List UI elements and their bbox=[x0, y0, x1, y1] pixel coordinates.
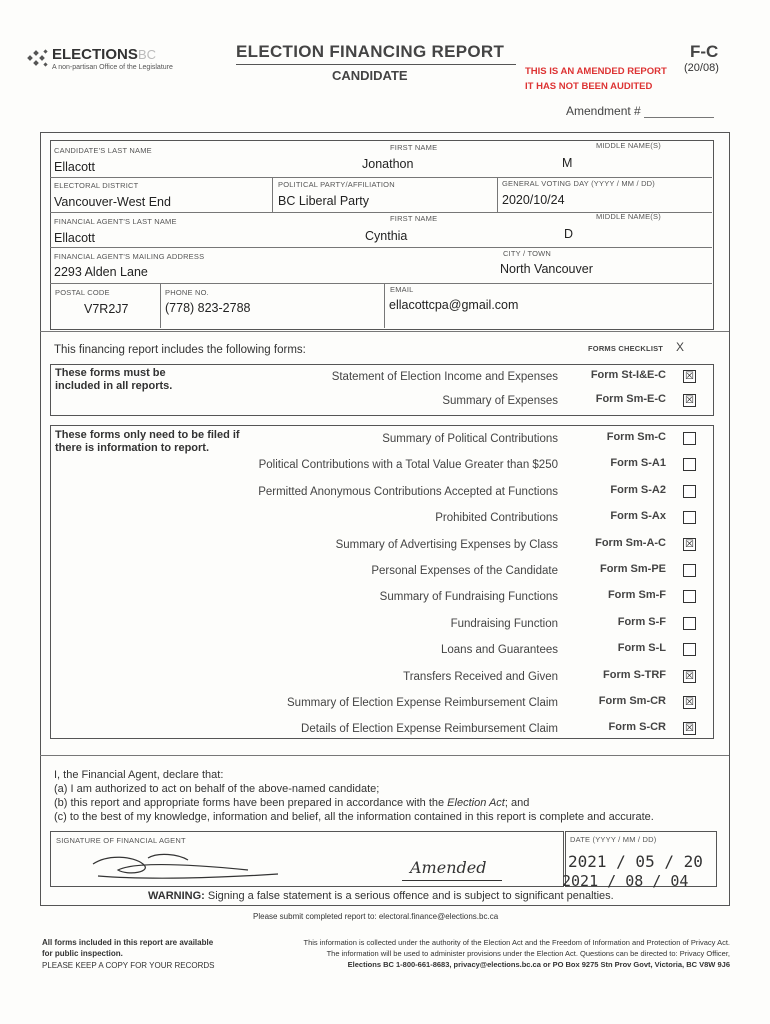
row-divider bbox=[50, 283, 712, 284]
optional-forms-box bbox=[50, 425, 714, 739]
form-name: Summary of Expenses bbox=[442, 395, 558, 407]
form-checkbox[interactable] bbox=[683, 564, 696, 577]
agent-phone[interactable]: (778) 823-2788 bbox=[165, 301, 251, 315]
form-code: Form St-I&E-C bbox=[590, 369, 666, 381]
warning-label: WARNING: bbox=[148, 890, 205, 902]
not-audited-note: IT HAS NOT BEEN AUDITED bbox=[525, 81, 653, 92]
logo-text: ELECTIONS bbox=[52, 46, 138, 63]
form-code: Form S-Ax bbox=[610, 510, 666, 523]
agent-postal-label: POSTAL CODE bbox=[55, 288, 110, 297]
agent-phone-label: PHONE NO. bbox=[165, 288, 209, 297]
forms-intro: This financing report includes the following forms: bbox=[54, 344, 306, 356]
form-code: Form Sm-C bbox=[606, 431, 666, 443]
form-name: Details of Election Expense Reimbursement Claim bbox=[301, 723, 558, 736]
amended-note: THIS IS AN AMENDED REPORT bbox=[525, 66, 667, 77]
declaration-a: (a) I am authorized to act on behalf of the above-named candidate; bbox=[54, 783, 380, 795]
form-name: Fundraising Function bbox=[450, 617, 558, 630]
elections-bc-logo-icon bbox=[26, 48, 50, 70]
form-code: Form S-A2 bbox=[610, 483, 666, 496]
form-code: Form S-L bbox=[617, 642, 666, 655]
candidate-first-name-label: FIRST NAME bbox=[390, 143, 438, 152]
title-underline bbox=[236, 64, 516, 65]
logo-tagline: A non-partisan Office of the Legislature bbox=[52, 64, 173, 71]
form-name: Transfers Received and Given bbox=[403, 670, 558, 683]
form-code: Form S-TRF bbox=[603, 668, 666, 681]
form-name: Summary of Advertising Expenses by Class bbox=[335, 538, 558, 551]
agent-address-label: FINANCIAL AGENT'S MAILING ADDRESS bbox=[54, 252, 205, 261]
footer-public-note-2: for public inspection. bbox=[42, 949, 123, 958]
forms-checklist-mark: X bbox=[676, 340, 685, 354]
agent-email[interactable]: ellacottcpa@gmail.com bbox=[389, 298, 519, 312]
district[interactable]: Vancouver-West End bbox=[54, 195, 171, 209]
footer-public-note: All forms included in this report are available bbox=[42, 938, 214, 947]
form-checkbox[interactable]: ☒ bbox=[683, 394, 696, 407]
candidate-middle-name[interactable]: M bbox=[562, 156, 573, 170]
forms-checklist-label: FORMS CHECKLIST bbox=[588, 344, 664, 353]
form-checkbox[interactable]: ☒ bbox=[683, 722, 696, 735]
agent-city-label: CITY / TOWN bbox=[503, 249, 552, 258]
footer-privacy-1: This information is collected under the authority of the Election Act and the Freedom of Information and Protection of Privacy Act. bbox=[303, 938, 730, 947]
form-checkbox[interactable]: ☒ bbox=[683, 696, 696, 709]
form-code: Form Sm-CR bbox=[598, 695, 666, 707]
form-name: Summary of Fundraising Functions bbox=[379, 591, 558, 604]
form-checkbox[interactable] bbox=[683, 485, 696, 498]
form-checkbox[interactable]: ☒ bbox=[683, 670, 696, 683]
form-checkbox[interactable] bbox=[683, 458, 696, 471]
voting-day[interactable]: 2020/10/24 bbox=[502, 193, 565, 207]
logo bbox=[26, 44, 206, 74]
candidate-last-name[interactable]: Ellacott bbox=[54, 160, 95, 174]
form-checkbox[interactable] bbox=[683, 590, 696, 603]
agent-first-name-label: FIRST NAME bbox=[390, 214, 438, 223]
form-checkbox[interactable] bbox=[683, 432, 696, 445]
section-divider bbox=[40, 331, 729, 332]
agent-first-name[interactable]: Cynthia bbox=[365, 229, 408, 243]
declaration-c: (c) to the best of my knowledge, information and belief, all the information contained in this report is complete and accurate. bbox=[54, 811, 654, 823]
agent-last-name[interactable]: Ellacott bbox=[54, 231, 95, 245]
agent-email-label: EMAIL bbox=[390, 285, 414, 294]
report-title: ELECTION FINANCING REPORT bbox=[236, 42, 505, 61]
amended-underline bbox=[402, 880, 502, 881]
warning bbox=[148, 890, 614, 902]
form-code: Form S-A1 bbox=[610, 457, 666, 470]
amendment-line[interactable] bbox=[644, 117, 714, 118]
col-divider bbox=[272, 177, 273, 212]
form-name: Permitted Anonymous Contributions Accepted at Functions bbox=[258, 485, 558, 498]
footer-privacy-3: Elections BC 1-800-661-8683, privacy@elections.bc.ca or PO Box 9275 Stn Prov Govt, Victoria, BC V8W 9J6 bbox=[347, 960, 730, 969]
candidate-last-name-label: CANDIDATE'S LAST NAME bbox=[54, 146, 152, 155]
required-forms-note: These forms must be included in all reports. bbox=[55, 367, 173, 392]
optional-forms-note: These forms only need to be filed if there is information to report. bbox=[55, 429, 240, 454]
footer-privacy-2: The information will be used to administer provisions under the Election Act. Questions can be directed to: Privacy Officer, bbox=[326, 949, 730, 958]
declaration-b-pre: (b) this report and appropriate forms have been prepared in accordance with the bbox=[54, 797, 448, 809]
district-label: ELECTORAL DISTRICT bbox=[54, 181, 139, 190]
declaration-intro: I, the Financial Agent, declare that: bbox=[54, 769, 224, 781]
form-checkbox[interactable] bbox=[683, 617, 696, 630]
form-name: Personal Expenses of the Candidate bbox=[371, 565, 558, 577]
party-label: POLITICAL PARTY/AFFILIATION bbox=[278, 180, 395, 189]
agent-address[interactable]: 2293 Alden Lane bbox=[54, 265, 148, 279]
agent-city[interactable]: North Vancouver bbox=[500, 262, 593, 276]
form-code: Form Sm-F bbox=[607, 589, 666, 602]
form-name: Prohibited Contributions bbox=[435, 512, 558, 525]
form-code: F-C bbox=[690, 42, 719, 61]
declaration-b-act: Election Act bbox=[447, 797, 505, 809]
form-name: Political Contributions with a Total Value Greater than $250 bbox=[258, 459, 558, 472]
section-divider bbox=[40, 755, 729, 756]
col-divider bbox=[160, 283, 161, 328]
party[interactable]: BC Liberal Party bbox=[278, 194, 370, 208]
row-divider bbox=[50, 247, 712, 248]
amended-handwritten: Amended bbox=[410, 858, 487, 877]
report-subtitle: CANDIDATE bbox=[332, 68, 408, 83]
date-amended: 2021 / 08 / 04 bbox=[562, 872, 689, 890]
form-code: Form Sm-A-C bbox=[595, 536, 666, 549]
warning-text: Signing a false statement is a serious offence and is subject to significant penalties. bbox=[207, 890, 614, 902]
agent-middle-name[interactable]: D bbox=[564, 227, 574, 241]
form-name: Summary of Election Expense Reimbursement Claim bbox=[287, 697, 558, 709]
agent-last-name-label: FINANCIAL AGENT'S LAST NAME bbox=[54, 217, 177, 226]
form-code: Form S-CR bbox=[608, 721, 666, 734]
col-divider bbox=[497, 177, 498, 212]
agent-postal[interactable]: V7R2J7 bbox=[84, 302, 129, 316]
form-name: Loans and Guarantees bbox=[440, 644, 558, 657]
candidate-middle-name-label: MIDDLE NAME(S) bbox=[596, 141, 661, 150]
amendment-label: Amendment # bbox=[566, 104, 641, 118]
form-version: (20/08) bbox=[684, 62, 719, 74]
form-code: Form S-F bbox=[617, 615, 666, 628]
col-divider bbox=[384, 283, 385, 328]
declaration-b bbox=[54, 797, 529, 809]
date-label: DATE (YYYY / MM / DD) bbox=[570, 835, 657, 844]
agent-middle-name-label: MIDDLE NAME(S) bbox=[596, 212, 661, 221]
voting-day-label: GENERAL VOTING DAY (YYYY / MM / DD) bbox=[502, 179, 655, 188]
form-checkbox[interactable]: ☒ bbox=[683, 370, 696, 383]
candidate-first-name[interactable]: Jonathon bbox=[362, 157, 414, 171]
form-checkbox[interactable] bbox=[683, 511, 696, 524]
footer-keep-copy: PLEASE KEEP A COPY FOR YOUR RECORDS bbox=[42, 961, 215, 970]
logo-suffix: BC bbox=[138, 47, 157, 62]
declaration-b-post: ; and bbox=[504, 797, 530, 809]
form-code: Form Sm-PE bbox=[599, 563, 666, 575]
form-name: Summary of Political Contributions bbox=[382, 433, 558, 445]
signature-label: SIGNATURE OF FINANCIAL AGENT bbox=[56, 836, 186, 845]
form-checkbox[interactable]: ☒ bbox=[683, 538, 696, 551]
date-original: 2021 / 05 / 20 bbox=[568, 852, 703, 871]
form-checkbox[interactable] bbox=[683, 643, 696, 656]
form-code: Form Sm-E-C bbox=[595, 393, 666, 405]
form-name: Statement of Election Income and Expenses bbox=[331, 371, 558, 383]
signature-scribble-icon bbox=[88, 846, 288, 886]
submit-note: Please submit completed report to: electoral.finance@elections.bc.ca bbox=[253, 912, 499, 921]
row-divider bbox=[50, 177, 712, 178]
